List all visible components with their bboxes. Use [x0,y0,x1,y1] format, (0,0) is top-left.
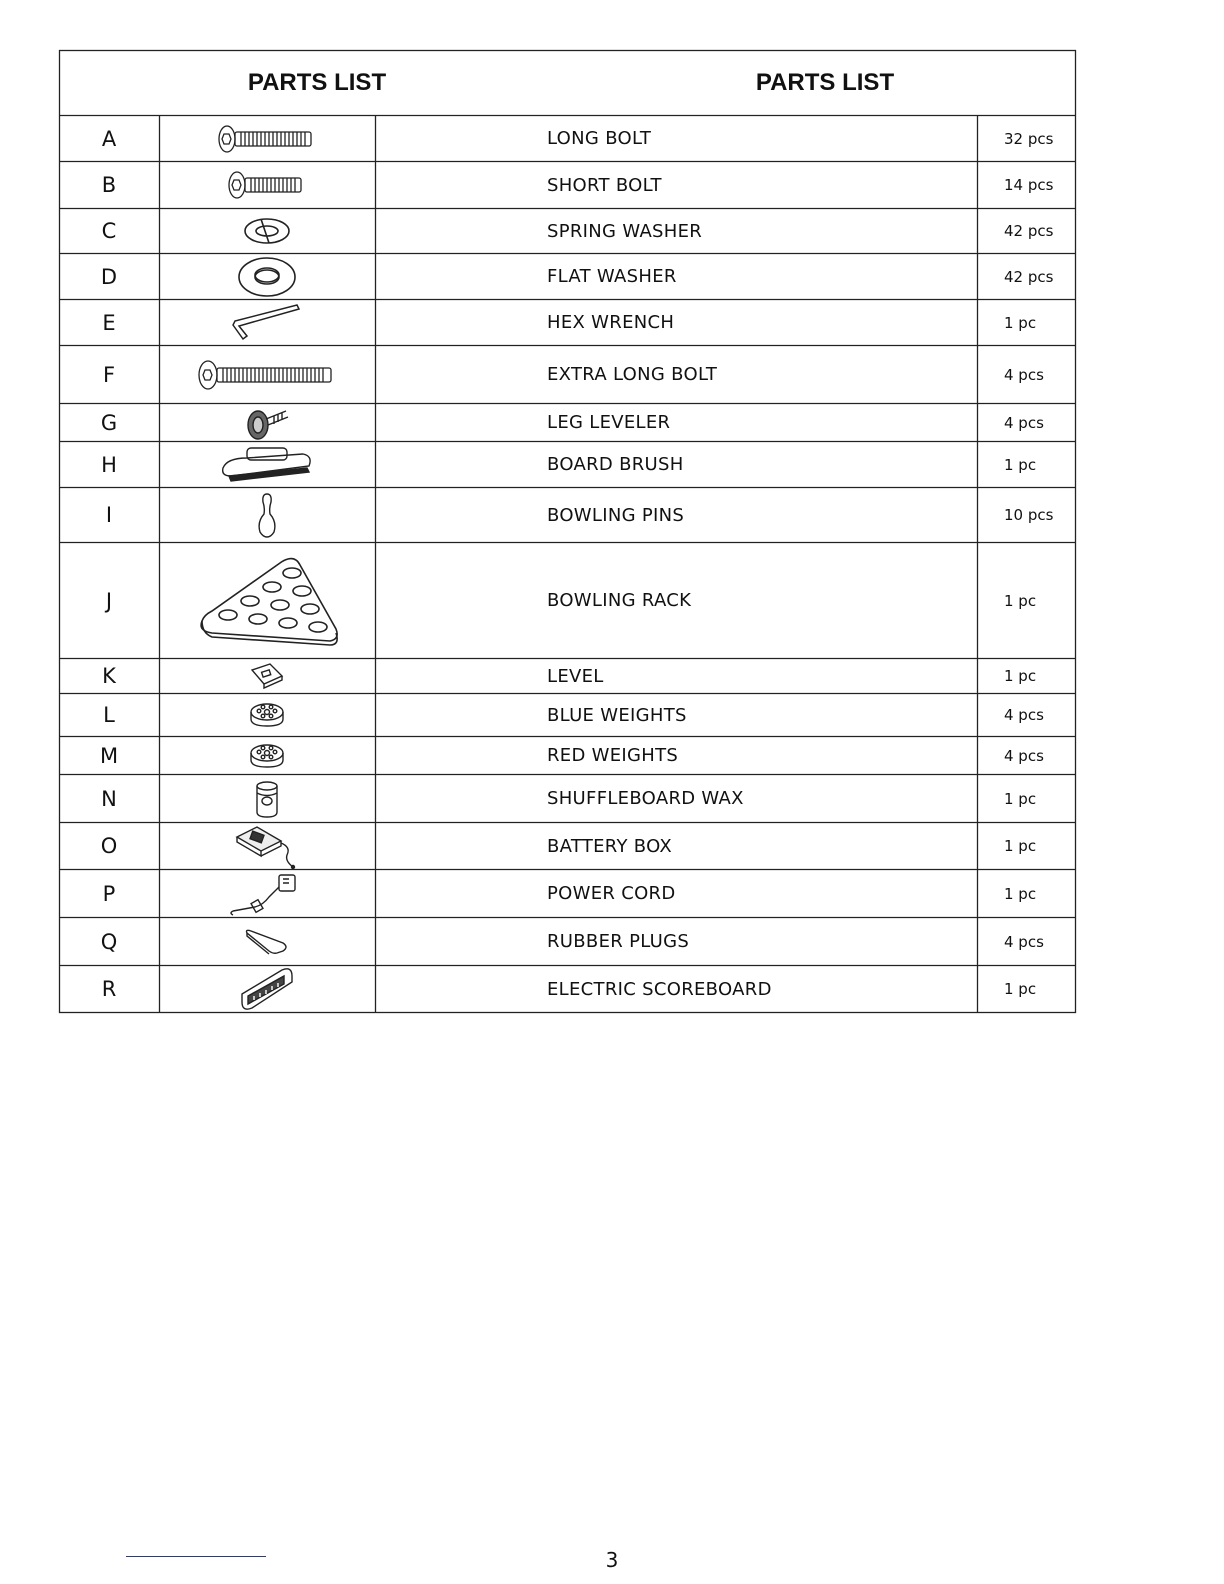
table-row [59,966,1075,1012]
part-quantity: 10 pcs [1004,506,1054,524]
flat-washer-icon [159,254,375,299]
part-name: RUBBER PLUGS [547,931,690,952]
part-letter: P [102,881,116,906]
part-letter: M [99,743,119,768]
red-weight-icon [159,737,375,774]
part-name: ELECTRIC SCOREBOARD [547,978,772,1000]
part-name: SHUFFLEBOARD WAX [547,788,744,809]
extra-long-bolt-icon [159,346,375,403]
table-row [59,116,1075,161]
parts-list-title-right: PARTS LIST [755,68,895,96]
part-name: HEX WRENCH [547,312,675,333]
part-quantity: 32 pcs [1004,129,1054,148]
long-bolt-icon [159,116,375,161]
part-letter: J [105,588,113,613]
part-letter: L [103,703,115,727]
part-letter: I [105,503,113,527]
part-letter: H [101,452,117,477]
part-letter: Q [100,929,118,954]
part-quantity: 42 pcs [1004,222,1054,240]
part-name: LEG LEVELER [547,412,671,433]
part-letter: A [101,126,117,151]
part-quantity: 1 pc [1004,980,1037,998]
part-quantity: 1 pc [1004,884,1037,903]
table-row [59,659,1075,693]
part-quantity: 1 pc [1004,667,1037,685]
table-row [59,870,1075,917]
part-quantity: 4 pcs [1004,413,1044,432]
part-quantity: 14 pcs [1004,176,1054,194]
rubber-plug-icon [159,918,375,965]
page-number: 3 [605,1548,619,1572]
bowling-rack-icon [159,543,375,658]
scoreboard-icon [159,966,375,1012]
part-name: RED WEIGHTS [547,745,679,766]
part-quantity: 1 pc [1004,313,1037,332]
spring-washer-icon [159,209,375,253]
part-quantity: 1 pc [1004,789,1037,808]
part-name: LONG BOLT [547,128,652,149]
part-quantity: 1 pc [1004,591,1037,610]
board-brush-icon [159,442,375,487]
part-name: SPRING WASHER [547,220,703,242]
parts-list-title-left: PARTS LIST [247,68,387,96]
table-row [59,488,1075,542]
part-letter: F [102,362,116,387]
part-quantity: 1 pc [1004,455,1037,474]
part-letter: O [100,834,118,858]
table-row [59,442,1075,487]
part-name: BOWLING RACK [547,590,692,611]
power-cord-icon [159,870,375,917]
part-name: BATTERY BOX [547,835,673,857]
table-row [59,694,1075,736]
table-row [59,209,1075,253]
part-quantity: 4 pcs [1004,746,1044,765]
part-letter: D [100,264,118,289]
blue-weight-icon [159,694,375,736]
part-quantity: 4 pcs [1004,932,1044,951]
table-row [59,543,1075,658]
table-row [59,737,1075,774]
part-name: BOWLING PINS [547,504,685,526]
part-name: POWER CORD [547,883,676,904]
part-letter: B [101,173,117,197]
wax-can-icon [159,775,375,822]
part-name: BLUE WEIGHTS [547,704,687,726]
part-letter: R [101,977,117,1001]
table-row [59,346,1075,403]
part-name: SHORT BOLT [547,174,662,196]
part-quantity: 4 pcs [1004,365,1044,384]
part-quantity: 42 pcs [1004,267,1054,286]
part-letter: C [101,219,117,243]
level-icon [159,659,375,693]
table-row [59,162,1075,208]
table-row [59,254,1075,299]
bowling-pin-icon [159,488,375,542]
hex-wrench-icon [159,300,375,345]
table-row [59,775,1075,822]
part-name: EXTRA LONG BOLT [547,364,718,385]
short-bolt-icon [159,162,375,208]
table-row [59,918,1075,965]
part-letter: G [100,410,118,435]
part-quantity: 1 pc [1004,837,1037,855]
part-letter: K [102,664,116,688]
leg-leveler-icon [159,404,375,441]
part-name: LEVEL [547,665,604,687]
part-letter: N [101,786,117,811]
part-name: BOARD BRUSH [547,454,684,475]
battery-box-icon [159,823,375,869]
part-quantity: 4 pcs [1004,706,1044,724]
part-letter: E [102,310,116,335]
table-row [59,300,1075,345]
table-row [59,823,1075,869]
part-name: FLAT WASHER [547,266,677,287]
table-row [59,404,1075,441]
